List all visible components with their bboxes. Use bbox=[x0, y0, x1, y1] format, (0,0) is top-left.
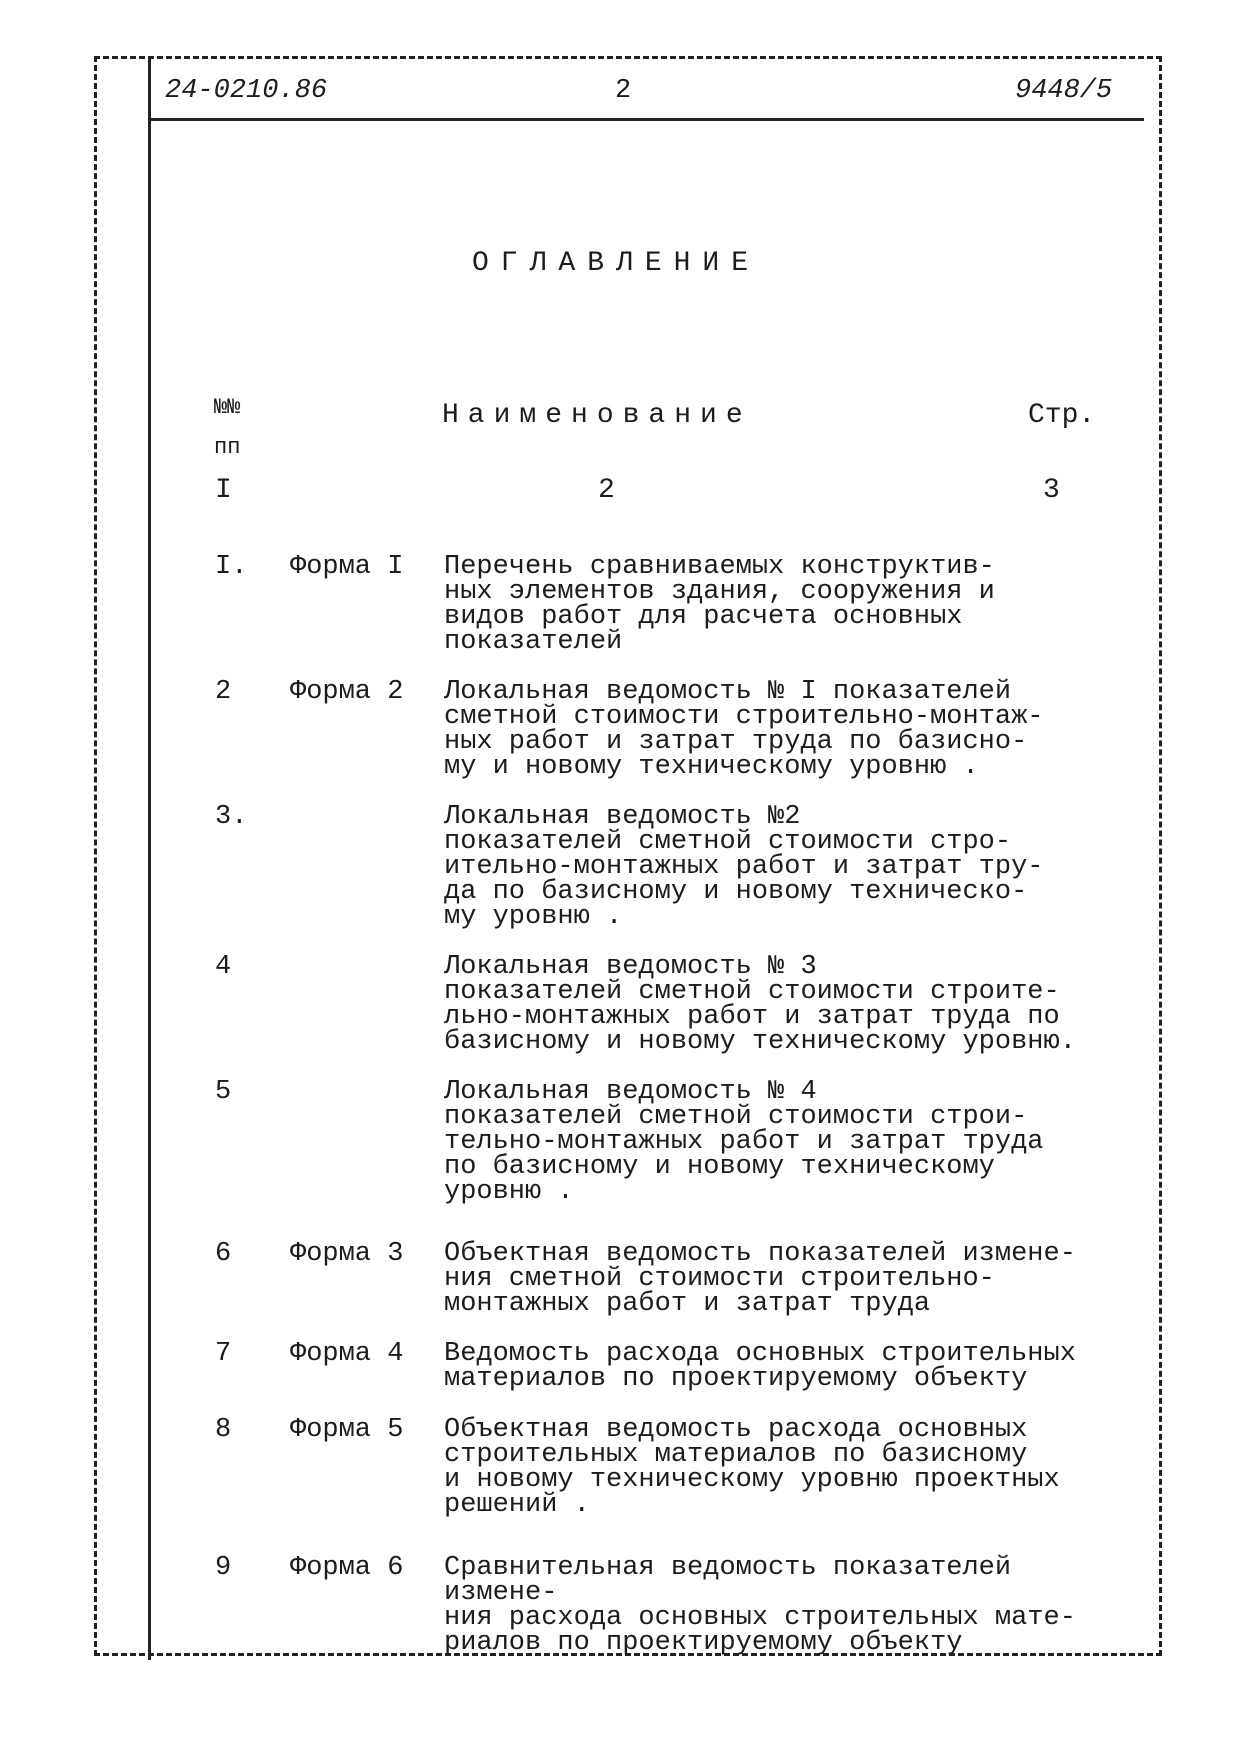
column-header-page: Стр. bbox=[1028, 400, 1096, 431]
column-header-name: Наименование bbox=[442, 400, 752, 431]
toc-row-number: 4 bbox=[215, 952, 232, 982]
column-number-1: I bbox=[215, 475, 232, 506]
toc-row-number: I. bbox=[215, 552, 248, 582]
toc-row-number: 5 bbox=[215, 1077, 232, 1107]
toc-row-form: Форма 5 bbox=[290, 1415, 404, 1445]
toc-row-number: 2 bbox=[215, 677, 232, 707]
header-rule bbox=[148, 118, 1144, 121]
toc-row-title: Локальная ведомость № 3 показателей сметной стоимости строите- льно-монтажных работ и затрат труда по базисному и новому техническому уровню. bbox=[444, 952, 1076, 1057]
toc-row-number: 9 bbox=[215, 1553, 232, 1583]
toc-row-form: Форма 2 bbox=[290, 677, 404, 707]
toc-row-form: Форма 6 bbox=[290, 1553, 404, 1583]
toc-row-title: Сравнительная ведомость показателей измене- ния расхода основных строительных мате- риалов по проектируемому объекту bbox=[444, 1553, 1076, 1658]
document-code: 24-0210.86 bbox=[165, 76, 328, 106]
page-frame-binding-line bbox=[148, 56, 151, 1660]
toc-row-number: 7 bbox=[215, 1339, 232, 1369]
page-title: ОГЛАВЛЕНИЕ bbox=[472, 248, 761, 279]
column-number-2: 2 bbox=[598, 475, 615, 506]
sheet-code: 9448/5 bbox=[1015, 76, 1113, 106]
toc-row-title: Ведомость расхода основных строительных материалов по проектируемому объекту bbox=[444, 1339, 1076, 1394]
toc-row-form: Форма 4 bbox=[290, 1339, 404, 1369]
toc-row-title: Объектная ведомость показателей измене- ния сметной стоимости строительно- монтажных работ и затрат труда bbox=[444, 1239, 1076, 1319]
toc-row-title: Локальная ведомость № 4 показателей сметной стоимости строи- тельно-монтажных работ и затрат труда по базисному и новому техническому уровню . bbox=[444, 1077, 1044, 1207]
toc-row-title: Локальная ведомость № I показателей сметной стоимости строительно-монтаж- ных работ и затрат труда по базисно- му и новому техническому уровню . bbox=[444, 677, 1044, 782]
toc-row-number: 6 bbox=[215, 1239, 232, 1269]
toc-row-title: Объектная ведомость расхода основных строительных материалов по базисному и новому техническому уровню проектных решений . bbox=[444, 1415, 1060, 1520]
column-number-3: 3 bbox=[1043, 475, 1060, 506]
toc-row-form: Форма 3 bbox=[290, 1239, 404, 1269]
column-header-number: №№ пп bbox=[214, 395, 241, 460]
toc-row-form: Форма I bbox=[290, 552, 404, 582]
toc-row-title: Перечень сравниваемых конструктив- ных элементов здания, сооружения и видов работ для расчета основных показателей bbox=[444, 552, 995, 657]
toc-row-number: 8 bbox=[215, 1415, 232, 1445]
toc-row-title: Локальная ведомость №2 показателей сметной стоимости стро- ительно-монтажных работ и затрат тру- да по базисному и новому техническо- му уровню . bbox=[444, 802, 1044, 932]
toc-row-number: 3. bbox=[215, 802, 248, 832]
page-number: 2 bbox=[615, 76, 632, 106]
